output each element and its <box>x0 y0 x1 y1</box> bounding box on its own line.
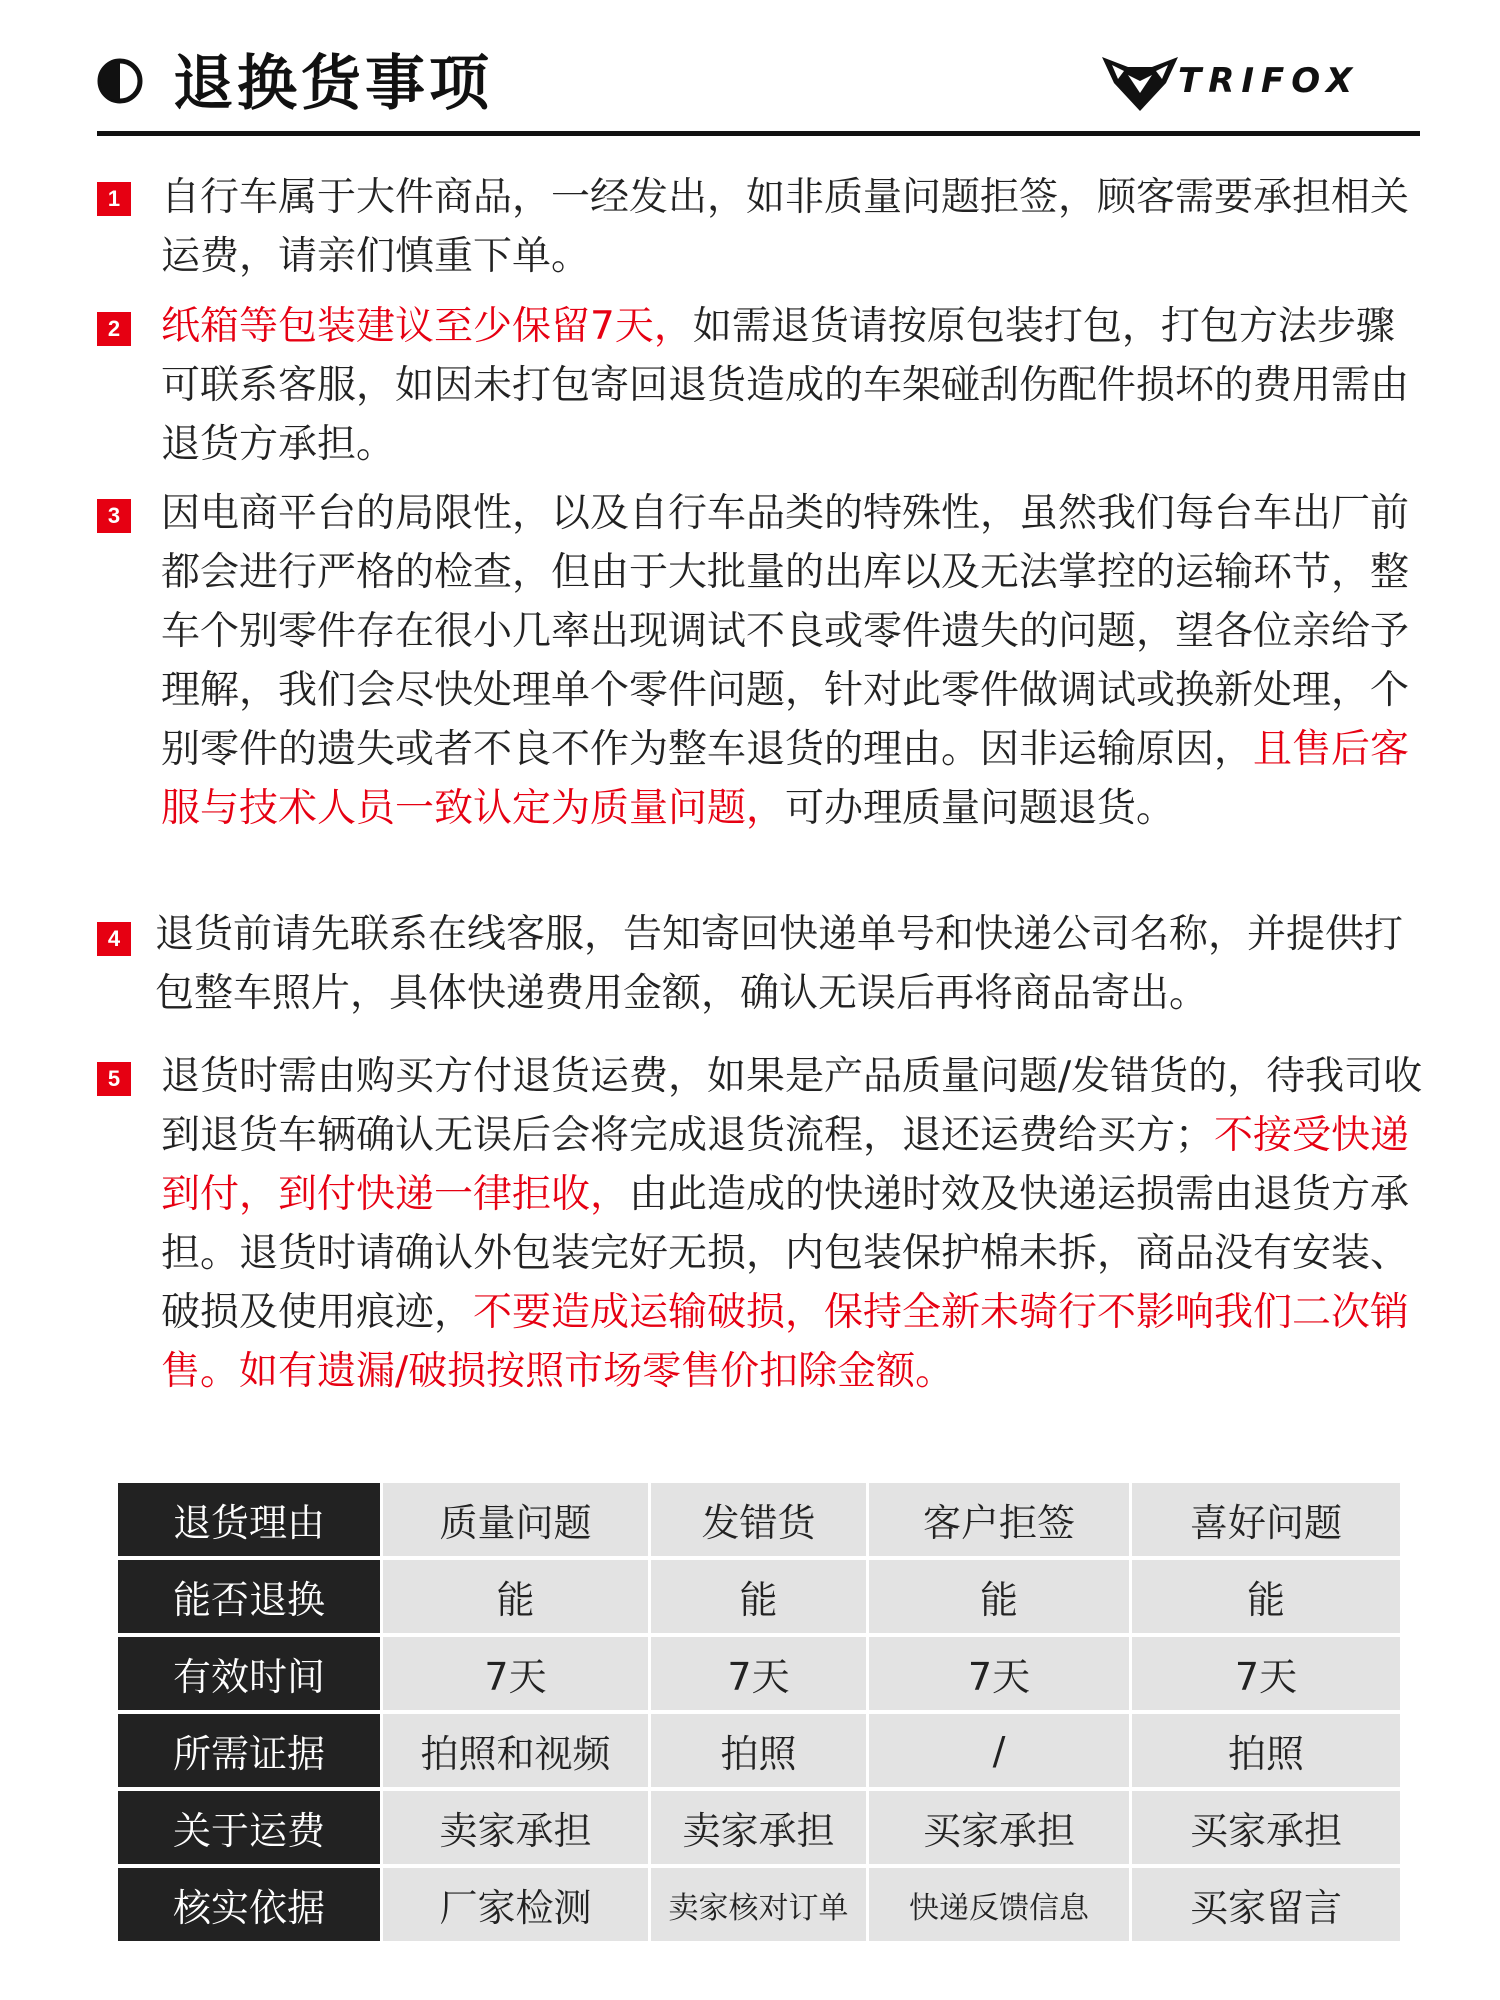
table-cell: 买家承担 <box>869 1791 1132 1868</box>
notice-item-5 <box>97 1047 1423 1457</box>
text-segment-highlight: 不接受快递到付，到付快递一律拒收， <box>161 1113 1410 1217</box>
table-cell: 快递反馈信息 <box>869 1868 1132 1945</box>
policy-table <box>118 1483 1400 1945</box>
table-cell: 7天 <box>383 1637 651 1714</box>
page-header <box>97 45 1420 136</box>
item-number-badge: 3 <box>97 499 131 533</box>
item-text <box>161 297 1423 474</box>
table-cell: 卖家承担 <box>383 1791 651 1868</box>
text-segment-highlight: 且售后客服与技术人员一致认定为质量问题， <box>161 727 1410 831</box>
item-number-badge: 4 <box>97 922 131 956</box>
brand-logo <box>1100 53 1420 113</box>
half-circle-icon <box>97 58 143 104</box>
table-cell: 能 <box>869 1560 1132 1637</box>
item-text <box>161 484 1423 838</box>
row-header: 关于运费 <box>118 1791 383 1868</box>
table-row <box>118 1637 1400 1714</box>
text-segment: 退货时需由购买方付退货运费，如果是产品质量问题/发错货的，待我司收到退货车辆确认无误后会将完成退货流程，退还运费给买方； <box>161 1054 1423 1158</box>
table-cell: 厂家检测 <box>383 1868 651 1945</box>
table-cell: 质量问题 <box>383 1483 651 1560</box>
table-cell: 发错货 <box>651 1483 869 1560</box>
table-row <box>118 1868 1400 1945</box>
item-text <box>155 905 1423 1023</box>
table-cell: 能 <box>383 1560 651 1637</box>
item-text <box>161 168 1423 286</box>
table-cell: 能 <box>651 1560 869 1637</box>
item-number-badge: 1 <box>97 182 131 216</box>
table-cell: 拍照 <box>651 1714 869 1791</box>
table-cell: 喜好问题 <box>1132 1483 1400 1560</box>
text-segment: 因电商平台的局限性，以及自行车品类的特殊性，虽然我们每台车出厂前都会进行严格的检查，但由于大批量的出库以及无法掌控的运输环节，整车个别零件存在很小几率出现调试不良或零件遗失的问题，望各位亲给予理解，我们会尽快处理单个零件问题，针对此零件做调试或换新处理，个别零件的遗失或者不良不作为整车退货的理由。因非运输原因， <box>161 491 1410 772</box>
notice-item-3 <box>97 484 1420 884</box>
row-header: 核实依据 <box>118 1868 383 1945</box>
text-segment-highlight: 纸箱等包装建议至少保留7天， <box>161 304 693 349</box>
table-row <box>118 1483 1400 1560</box>
table-cell: / <box>869 1714 1132 1791</box>
table-cell: 7天 <box>1132 1637 1400 1714</box>
text-segment: 退货前请先联系在线客服，告知寄回快递单号和快递公司名称，并提供打包整车照片，具体快递费用金额，确认无误后再将商品寄出。 <box>155 912 1404 1016</box>
item-number-badge: 5 <box>97 1062 131 1096</box>
table-cell: 客户拒签 <box>869 1483 1132 1560</box>
item-text <box>161 1047 1423 1401</box>
row-header: 能否退换 <box>118 1560 383 1637</box>
row-header: 所需证据 <box>118 1714 383 1791</box>
table-cell: 能 <box>1132 1560 1400 1637</box>
table-cell: 卖家核对订单 <box>651 1868 869 1945</box>
table-cell: 买家承担 <box>1132 1791 1400 1868</box>
item-number-badge: 2 <box>97 312 131 346</box>
row-header: 退货理由 <box>118 1483 383 1560</box>
text-segment-highlight: 不要造成运输破损，保持全新未骑行不影响我们二次销售。如有遗漏/破损按照市场零售价扣除金额。 <box>161 1290 1410 1394</box>
table-cell: 拍照和视频 <box>383 1714 651 1791</box>
notice-item-1 <box>97 168 1420 278</box>
notice-item-4 <box>97 905 1420 1025</box>
text-segment: 由此造成的快递时效及快递运损需由退货方承担。退货时请确认外包装完好无损，内包装保护棉未拆，商品没有安装、破损及使用痕迹， <box>161 1172 1410 1335</box>
table-cell: 卖家承担 <box>651 1791 869 1868</box>
page-title: 退换货事项 <box>173 49 493 119</box>
table-row <box>118 1791 1400 1868</box>
text-segment: 自行车属于大件商品，一经发出，如非质量问题拒签，顾客需要承担相关运费，请亲们慎重下单。 <box>161 175 1410 279</box>
return-policy-table <box>118 1483 1400 1945</box>
brand-name: TRIFOX <box>1178 61 1360 101</box>
table-cell: 7天 <box>651 1637 869 1714</box>
row-header: 有效时间 <box>118 1637 383 1714</box>
table-cell: 买家留言 <box>1132 1868 1400 1945</box>
table-row <box>118 1714 1400 1791</box>
text-segment: 如需退货请按原包装打包，打包方法步骤可联系客服，如因未打包寄回退货造成的车架碰刮伤配件损坏的费用需由退货方承担。 <box>161 304 1410 467</box>
table-cell: 7天 <box>869 1637 1132 1714</box>
table-cell: 拍照 <box>1132 1714 1400 1791</box>
notice-item-2 <box>97 297 1420 467</box>
fox-head-icon <box>1100 53 1180 113</box>
text-segment: 可办理质量问题退货。 <box>785 786 1176 831</box>
table-row <box>118 1560 1400 1637</box>
